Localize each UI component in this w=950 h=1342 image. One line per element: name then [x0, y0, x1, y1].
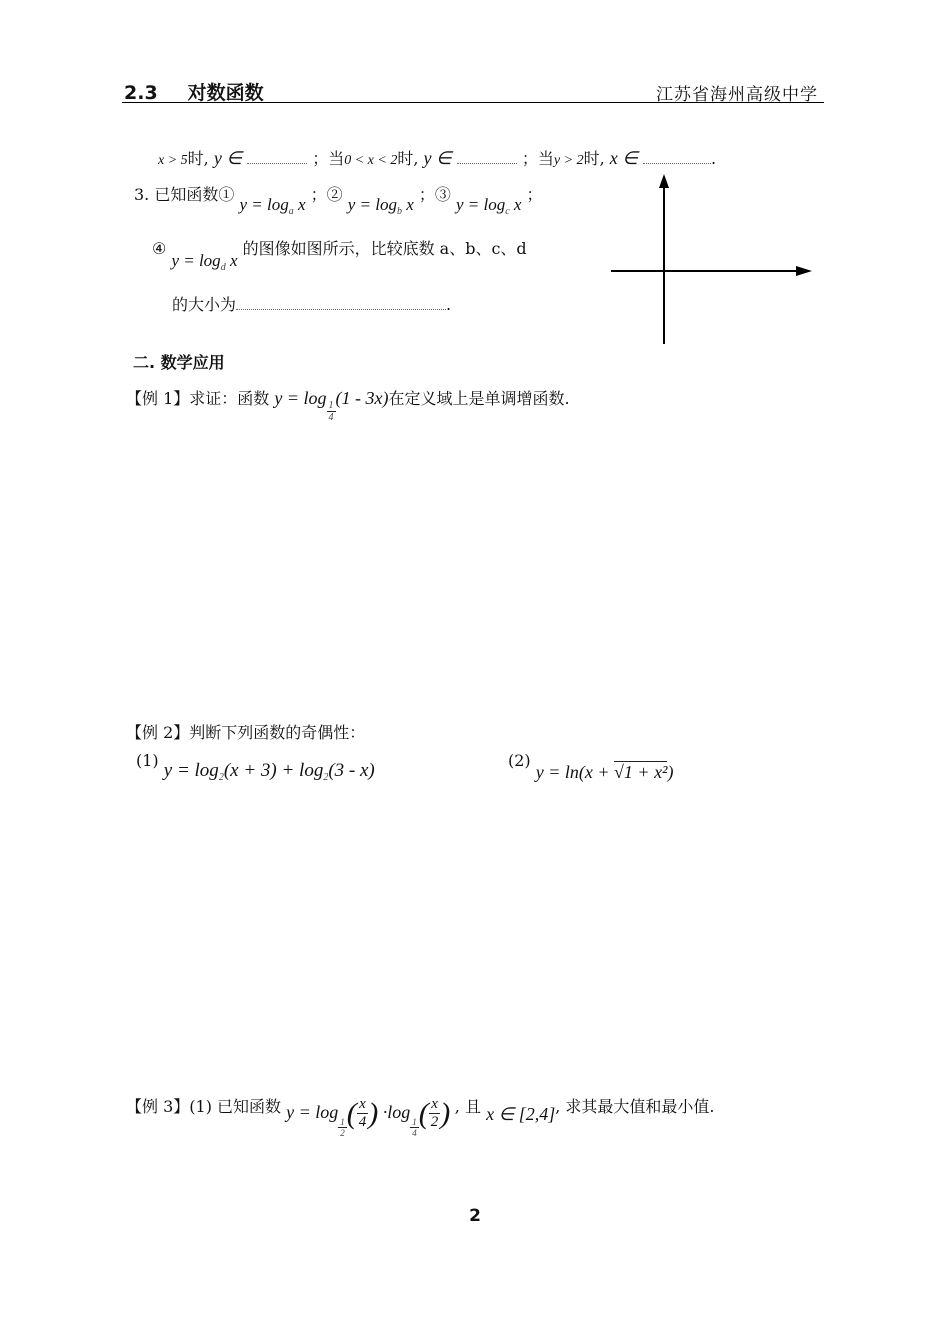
function-1: [239, 195, 306, 217]
text: ；②: [310, 185, 343, 204]
paren: (: [418, 1096, 429, 1130]
base-b: b: [396, 206, 402, 217]
q3-intro: 3. 已知函数①: [134, 185, 235, 204]
argument: (1 - 3x): [335, 388, 389, 408]
log-text: y = log: [455, 195, 506, 214]
example-2-label: 【例 2】判断下列函数的奇偶性：: [126, 723, 366, 742]
log-text: ·log: [382, 1101, 411, 1122]
base1-fraction: [338, 1117, 347, 1138]
condition-1: x > 5: [158, 153, 188, 168]
y-axis-arrow: [659, 174, 669, 188]
text: 时,: [187, 149, 209, 168]
q3-answer-prompt: 的大小为: [172, 295, 237, 314]
text: ；当: [312, 149, 345, 168]
log-text: y = log: [239, 195, 289, 214]
den: 4: [412, 1128, 417, 1138]
sqrt-expr: √1 + x²: [614, 762, 668, 782]
base-fraction: [327, 400, 336, 423]
text: 时,: [583, 149, 605, 168]
x-in: x ∈: [609, 148, 638, 168]
base-den: 4: [328, 412, 334, 424]
example-1: [126, 386, 570, 424]
example-3-function: [286, 1096, 455, 1138]
base-d: d: [220, 262, 226, 273]
num: x: [429, 1096, 441, 1114]
blank-4[interactable]: [236, 297, 446, 310]
header-rule: [122, 102, 824, 103]
log-text: y = log: [347, 195, 397, 214]
log-text: y = log: [163, 760, 219, 781]
paren: ): [368, 1096, 379, 1130]
num: 1: [412, 1117, 417, 1127]
blank-3[interactable]: [643, 151, 711, 164]
den: 2: [340, 1128, 345, 1138]
paren: ): [440, 1096, 451, 1130]
example-3-rest: , 求其最大值和最小值.: [555, 1096, 715, 1116]
question-3-line-1: [134, 182, 543, 217]
blank-2[interactable]: [457, 151, 517, 164]
base2-fraction: [410, 1117, 419, 1138]
question-3-line-2: [152, 236, 527, 273]
example-1-function: [274, 388, 389, 424]
function-2: [347, 195, 414, 217]
base-a: a: [288, 206, 294, 217]
blank-1[interactable]: [247, 151, 307, 164]
base-num: 1: [328, 400, 334, 412]
num: 1: [340, 1117, 345, 1127]
condition-2: 0 < x < 2: [344, 153, 398, 168]
arg: (x + 3) + log: [223, 760, 324, 781]
var-x: x: [406, 195, 414, 214]
y-in-2: y ∈: [423, 148, 452, 168]
text: ；: [526, 185, 543, 204]
header-left: [124, 78, 264, 105]
section-number: 2.3: [124, 82, 158, 104]
text: .: [711, 149, 717, 168]
function-4: [171, 251, 238, 273]
base: 2: [323, 772, 329, 783]
var-x: x: [229, 251, 238, 270]
circled-4: ④: [152, 239, 167, 258]
base-c: c: [505, 206, 510, 217]
q3-compare-text: 的图像如图所示，比较底数 a、b、c、d: [242, 239, 527, 258]
log-text: y = log: [171, 251, 221, 270]
domain: x ∈ [2,4]: [486, 1103, 556, 1124]
fill-in-line-1: [158, 146, 716, 169]
frac1: [357, 1096, 369, 1131]
school-name: 江苏省海州高级中学: [656, 85, 818, 105]
text: .: [446, 295, 452, 314]
part-number: (2): [508, 751, 531, 770]
coordinate-axes: [600, 170, 820, 350]
example-3-label: 【例 3】(1) 已知函数: [126, 1096, 282, 1116]
arg: (3 - x): [328, 760, 375, 781]
x-axis-arrow: [796, 266, 812, 276]
text: 时,: [397, 149, 419, 168]
section-title: 对数函数: [187, 82, 264, 104]
num: x: [357, 1096, 369, 1114]
den: 4: [358, 1114, 367, 1130]
log-text: y = log: [274, 388, 327, 408]
example-2-part-1: [136, 750, 375, 783]
example-2-function-1: [164, 760, 375, 781]
example-3: [126, 1096, 715, 1138]
var-x: x: [297, 195, 306, 214]
question-3-line-3: [172, 292, 451, 315]
log-text: y = log: [286, 1101, 339, 1122]
function-3: [455, 195, 522, 217]
text: , 且: [454, 1096, 481, 1116]
condition-3: y > 2: [553, 153, 584, 168]
var-x: x: [513, 195, 522, 214]
example-2-function-2: [536, 762, 674, 782]
paren: (: [346, 1096, 357, 1130]
part-number: (1): [136, 751, 159, 770]
section-heading: 二. 数学应用: [133, 353, 225, 372]
page-number: 2: [469, 1206, 481, 1226]
den: 2: [430, 1114, 439, 1130]
close-paren: ): [667, 762, 674, 782]
ln-text: y = ln(x +: [535, 762, 615, 782]
example-1-label: 【例 1】求证：函数: [126, 389, 270, 408]
text: ；③: [418, 185, 451, 204]
y-in-1: y ∈: [213, 148, 243, 168]
frac2: [429, 1096, 441, 1131]
example-2-part-2: [508, 750, 674, 782]
example-1-rest: 在定义域上是单调增函数.: [388, 389, 570, 408]
text: ；当: [521, 149, 554, 168]
base: 2: [218, 772, 224, 783]
